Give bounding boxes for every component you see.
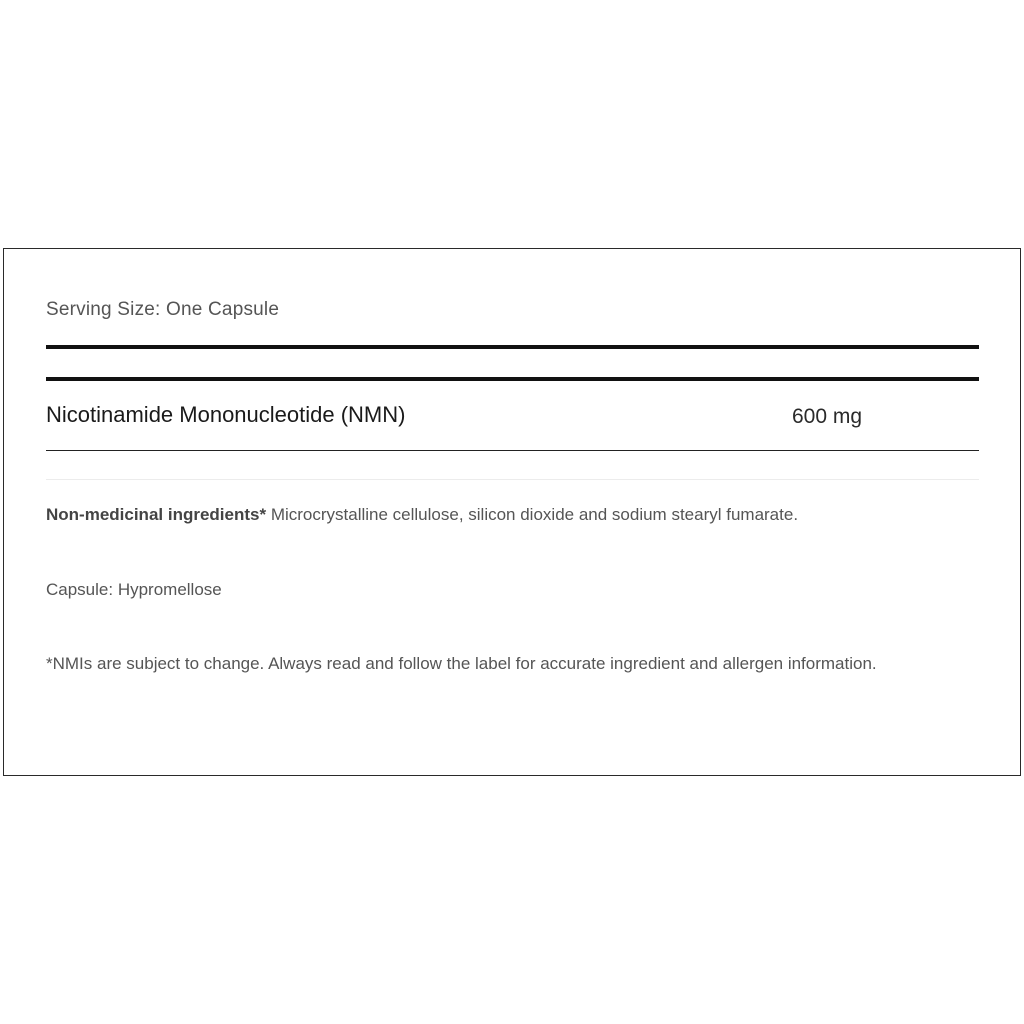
divider-thick-top [46, 345, 979, 349]
non-medicinal-ingredients [46, 505, 798, 525]
ingredient-name: Nicotinamide Mononucleotide (NMN) [46, 402, 406, 427]
ingredient-amount: 600 mg [792, 405, 863, 428]
non-medicinal-text: Microcrystalline cellulose, silicon dioxide and sodium stearyl fumarate. [266, 505, 799, 524]
capsule-material: Capsule: Hypromellose [46, 580, 222, 599]
serving-size: Serving Size: One Capsule [46, 299, 280, 320]
divider-thin [46, 450, 979, 451]
nmi-disclaimer: *NMIs are subject to change. Always read and follow the label for accurate ingredient and allergen information. [46, 654, 877, 673]
divider-thick-bottom [46, 377, 979, 381]
supplement-facts-panel [3, 248, 1021, 776]
divider-faint [46, 479, 979, 480]
non-medicinal-label: Non-medicinal ingredients* [46, 505, 267, 524]
